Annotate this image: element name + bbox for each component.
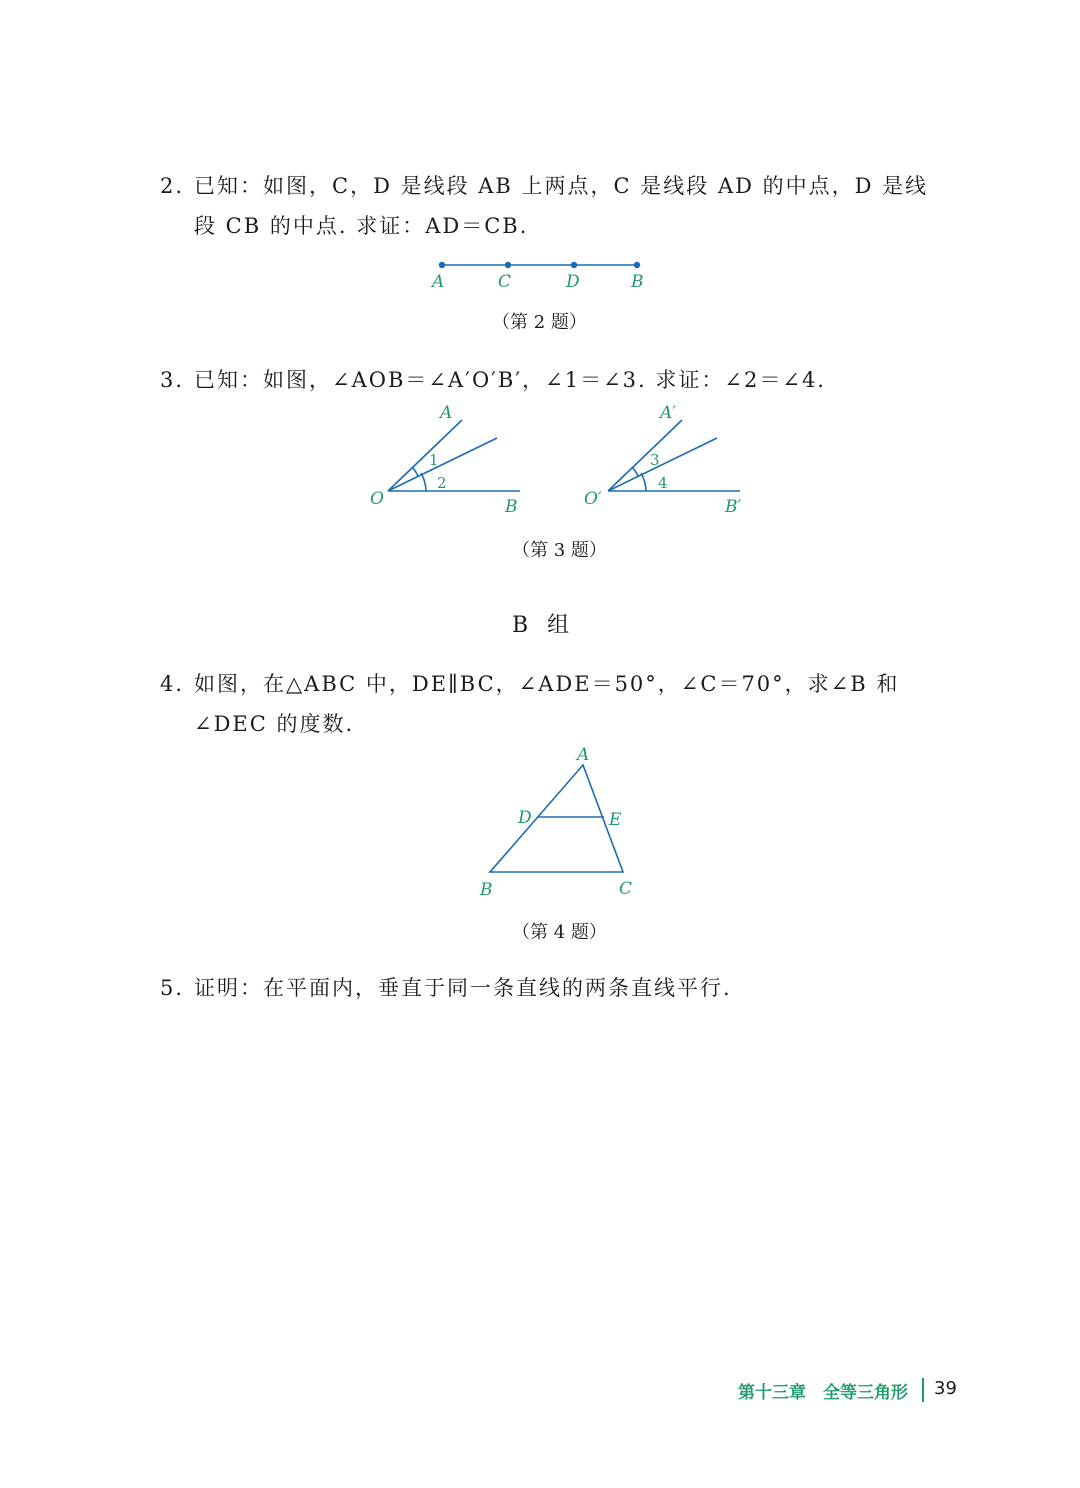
footer-divider	[922, 1378, 924, 1402]
page-number: 39	[934, 1378, 957, 1399]
caption-2: （第 2 题）	[492, 312, 587, 333]
label-angle-3: 3	[650, 451, 660, 469]
footer-chapter-title: 第十三章 全等三角形	[738, 1383, 908, 1403]
problem-5-line-1	[160, 972, 732, 1002]
caption-4: （第 4 题）	[512, 922, 607, 943]
triangle-abc	[490, 765, 623, 872]
problem-5-text-1: 证明：在平面内，垂直于同一条直线的两条直线平行.	[194, 976, 732, 1000]
label-left-a: A	[440, 403, 453, 423]
problem-3-number: 3.	[160, 368, 185, 392]
label-right-a: A′	[660, 403, 677, 423]
label-angle-1: 1	[429, 451, 439, 469]
label-a: A	[432, 272, 445, 292]
caption-3: （第 3 题）	[512, 540, 607, 561]
label-tri-e: E	[609, 810, 622, 830]
label-tri-c: C	[619, 879, 633, 899]
problem-4-text-1: 如图，在△ABC 中，DE∥BC，∠ADE＝50°，∠C＝70°，求∠B 和	[194, 672, 900, 696]
label-right-b: B′	[725, 497, 742, 517]
label-c: C	[498, 272, 512, 292]
label-b: B	[631, 272, 644, 292]
label-d: D	[566, 272, 580, 292]
label-angle-4: 4	[658, 474, 668, 492]
problem-3-text-1: 已知：如图，∠AOB＝∠A′O′B′，∠1＝∠3. 求证：∠2＝∠4.	[194, 368, 826, 392]
group-b-heading: B 组	[512, 613, 576, 638]
label-tri-b: B	[480, 880, 493, 900]
label-left-b: B	[505, 497, 518, 517]
label-angle-2: 2	[437, 474, 447, 492]
label-left-o: O	[370, 489, 384, 509]
problem-4-line-2: ∠DEC 的度数.	[194, 712, 355, 736]
label-tri-a: A	[577, 745, 590, 765]
problem-2-number: 2.	[160, 174, 185, 198]
label-right-o: O′	[584, 489, 602, 509]
problem-5-number: 5.	[160, 976, 185, 1000]
label-tri-d: D	[518, 808, 532, 828]
problem-2-text-1: 已知：如图，C，D 是线段 AB 上两点，C 是线段 AD 的中点，D 是线	[194, 174, 929, 198]
problem-2-line-2: 段 CB 的中点. 求证：AD＝CB.	[194, 214, 529, 238]
problem-4-number: 4.	[160, 672, 185, 696]
